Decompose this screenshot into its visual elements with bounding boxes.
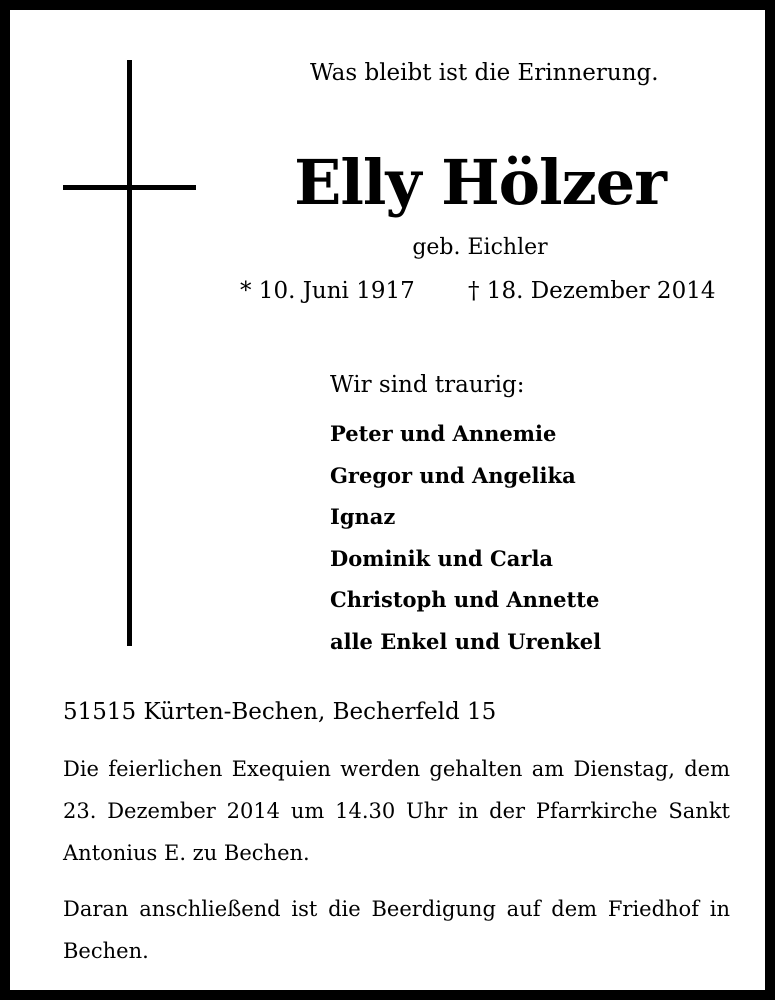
mourner-item: Dominik und Carla <box>330 545 554 571</box>
family-address: 51515 Kürten-Bechen, Becherfeld 15 <box>63 699 497 725</box>
mourner-item: Ignaz <box>330 504 396 529</box>
motto-text: Was bleibt ist die Erinnerung. <box>310 60 659 86</box>
burial-announcement: Daran anschließend ist die Beerdigung auf dem Friedhof in Bechen. <box>63 897 730 963</box>
death-date: † 18. Dezember 2014 <box>468 278 716 304</box>
cross-vertical-bar <box>127 60 132 646</box>
mourner-item: Peter und Annemie <box>330 421 557 446</box>
mourner-item: Christoph und Annette <box>330 587 600 612</box>
cross-horizontal-bar <box>63 185 196 190</box>
mourning-intro: Wir sind traurig: <box>330 372 525 398</box>
mourner-item: Gregor und Angelika <box>330 462 576 488</box>
mourners-list <box>330 413 601 662</box>
birth-date: * 10. Juni 1917 <box>240 278 415 304</box>
service-announcement: Die feierlichen Exequien werden gehalten am Dienstag, dem 23. Dezember 2014 um 14.30 Uhr in der Pfarrkirche Sankt Antonius E. zu Bechen. <box>63 757 730 865</box>
maiden-name: geb. Eichler <box>412 235 548 260</box>
mourner-item: alle Enkel und Urenkel <box>330 628 602 654</box>
deceased-name: Elly Hölzer <box>294 146 666 219</box>
